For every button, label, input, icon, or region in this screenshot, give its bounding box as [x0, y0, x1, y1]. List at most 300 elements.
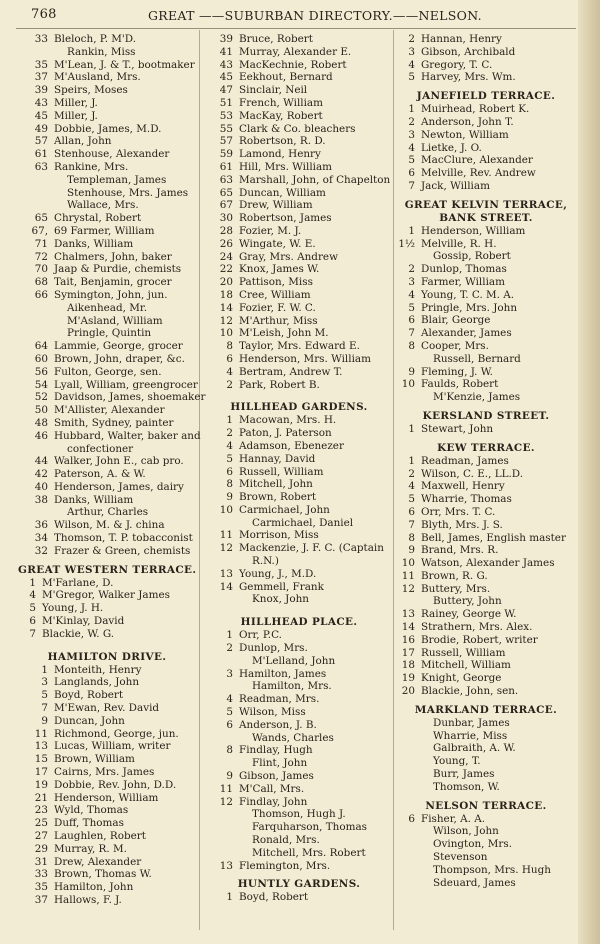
house-number: 2 — [408, 33, 415, 45]
resident-name: Maxwell, Henry — [421, 480, 505, 493]
resident-name: M'Lelland, John — [252, 654, 336, 667]
house-number: 24 — [219, 250, 233, 263]
house-number: 4 — [408, 480, 415, 493]
resident-name: Danks, William — [54, 237, 134, 250]
directory-entry — [203, 581, 395, 594]
resident-name: Jack, William — [421, 179, 490, 192]
directory-entry — [203, 744, 395, 757]
book-binding-edge — [578, 0, 600, 944]
resident-name: Speirs, Moses — [54, 84, 128, 97]
resident-name: Frazer & Green, chemists — [54, 544, 191, 557]
resident-name: Knox, John — [252, 593, 309, 606]
directory-entry — [18, 391, 206, 404]
resident-name: Hubbard, Walter, baker and — [54, 429, 201, 442]
house-number: 5 — [226, 452, 233, 465]
house-number: 4 — [408, 141, 415, 154]
resident-name: Wilson, Miss — [239, 706, 306, 719]
resident-name: Thomson, W. — [433, 780, 500, 793]
resident-name: Pringle, Quintin — [67, 327, 152, 340]
house-number: 25 — [34, 817, 48, 830]
directory-entry — [18, 302, 196, 315]
house-number: 72 — [34, 250, 48, 263]
house-number: 37 — [34, 71, 48, 84]
resident-name: Mackenzie, J. F. C. (Captain — [239, 542, 384, 555]
house-number: 63 — [34, 160, 48, 173]
directory-entry — [397, 813, 575, 826]
resident-name: Duncan, William — [239, 186, 326, 199]
directory-entry — [203, 491, 395, 504]
resident-name: Sinclair, Neil — [239, 84, 308, 97]
resident-name: Hamilton, James — [239, 667, 327, 680]
directory-entry — [18, 327, 196, 340]
resident-name: M'Farlane, D. — [42, 576, 114, 589]
resident-name: Harvey, Mrs. Wm. — [421, 71, 516, 84]
house-number: 5 — [408, 154, 415, 167]
directory-entry — [397, 250, 575, 263]
directory-entry — [203, 808, 395, 821]
entry-list — [18, 664, 196, 907]
house-number: 57 — [34, 135, 48, 148]
directory-entry — [397, 59, 575, 72]
directory-entry — [203, 732, 395, 745]
directory-entry — [18, 589, 196, 602]
house-number: 65 — [34, 212, 48, 225]
resident-name: Brand, Mrs. R. — [421, 544, 499, 557]
resident-name: Readman, Mrs. — [239, 693, 320, 706]
resident-name: Gossip, Robert — [433, 250, 511, 263]
resident-name: Hamilton, John — [54, 881, 134, 894]
directory-entry — [397, 634, 575, 647]
house-number: 35 — [34, 881, 48, 894]
directory-entry — [18, 33, 196, 46]
resident-name: Bell, James, English master — [421, 531, 566, 544]
house-number: 55 — [219, 122, 233, 135]
house-number: 4 — [226, 693, 233, 706]
resident-name: Gray, Mrs. Andrew — [239, 250, 338, 263]
directory-entry — [203, 693, 395, 706]
directory-entry — [203, 340, 395, 353]
resident-name: Mitchell, Mrs. Robert — [252, 846, 366, 859]
resident-name: Park, Robert B. — [239, 378, 320, 391]
house-number: 9 — [226, 770, 233, 783]
directory-entry — [397, 595, 575, 608]
resident-name: Thomson, Hugh J. — [252, 808, 346, 821]
directory-entry — [18, 740, 196, 753]
directory-entry — [397, 180, 575, 193]
resident-name: M'Ausland, Mrs. — [54, 71, 141, 84]
directory-entry — [203, 123, 395, 136]
resident-name: French, William — [239, 96, 323, 109]
directory-entry — [203, 757, 395, 770]
resident-name: Rankine, Mrs. — [54, 160, 129, 173]
resident-name: Wingate, W. E. — [239, 237, 316, 250]
house-number: 1 — [408, 454, 415, 467]
directory-entry — [18, 577, 196, 590]
directory-entry — [203, 276, 395, 289]
directory-entry — [203, 668, 395, 681]
house-number: 23 — [34, 804, 48, 817]
resident-name: Wyld, Thomas — [54, 804, 129, 817]
resident-name: Brown, William — [54, 753, 135, 766]
house-number: 12 — [219, 542, 233, 555]
resident-name: Strathern, Mrs. Alex. — [421, 621, 533, 634]
directory-entry — [203, 199, 395, 212]
house-number: 1 — [41, 663, 48, 676]
directory-entry — [397, 314, 575, 327]
directory-entry — [203, 110, 395, 123]
directory-entry — [18, 545, 196, 558]
house-number: 14 — [401, 621, 415, 634]
section-heading: NELSON TERRACE. — [425, 799, 547, 812]
house-number: 18 — [401, 659, 415, 672]
resident-name: Brown, Thomas W. — [54, 868, 152, 881]
resident-name: Gibson, James — [239, 770, 314, 783]
directory-entry — [397, 557, 575, 570]
resident-name: Melville, Rev. Andrew — [421, 167, 536, 180]
entry-list — [203, 891, 395, 904]
resident-name: Dunlop, Thomas — [421, 263, 507, 276]
resident-name: Readman, James — [421, 454, 509, 467]
directory-entry — [203, 440, 395, 453]
house-number: 54 — [34, 378, 48, 391]
resident-name: Drew, William — [239, 199, 313, 212]
directory-entry — [18, 276, 196, 289]
directory-entry — [203, 655, 395, 668]
house-number: 10 — [219, 503, 233, 516]
house-number: 19 — [34, 778, 48, 791]
directory-entry — [203, 251, 395, 264]
resident-name: Fozier, M. J. — [239, 224, 302, 237]
resident-name: Boyd, Robert — [54, 689, 124, 702]
directory-entry — [203, 504, 395, 517]
directory-entry — [203, 212, 395, 225]
directory-entry — [203, 796, 395, 809]
directory-entry — [203, 719, 395, 732]
resident-name: Richmond, George, jun. — [54, 727, 179, 740]
resident-name: M'Asland, William — [67, 314, 163, 327]
resident-name: M'Kenzie, James — [433, 391, 521, 404]
directory-entry — [397, 423, 575, 436]
directory-entry — [203, 860, 395, 873]
directory-entry — [203, 366, 395, 379]
resident-name: M'Kinlay, David — [42, 615, 125, 628]
resident-name: Watson, Alexander James — [421, 557, 555, 570]
resident-name: M'Call, Mrs. — [239, 782, 305, 795]
directory-entry — [397, 825, 575, 838]
directory-entry — [397, 608, 575, 621]
directory-entry — [18, 161, 196, 174]
house-number: 49 — [34, 122, 48, 135]
house-number: 28 — [219, 224, 233, 237]
resident-name: Buttery, Mrs. — [421, 582, 491, 595]
house-number: 7 — [408, 179, 415, 192]
section-heading: HAMILTON DRIVE. — [47, 650, 167, 663]
directory-entry — [397, 455, 575, 468]
directory-entry — [203, 148, 395, 161]
resident-name: M'Allister, Alexander — [54, 404, 165, 417]
directory-entry — [397, 506, 575, 519]
directory-entry — [18, 728, 196, 741]
directory-entry — [18, 148, 196, 161]
directory-entry — [18, 110, 196, 123]
resident-name: Mitchell, William — [421, 659, 511, 672]
house-number: 64 — [34, 340, 48, 353]
column-3 — [397, 33, 575, 889]
house-number: 12 — [219, 795, 233, 808]
house-number: 52 — [34, 391, 48, 404]
resident-name: Boyd, Robert — [239, 891, 309, 904]
directory-entry — [203, 225, 395, 238]
resident-name: Thomson, T. P. tobacconist — [54, 532, 193, 545]
house-number: 57 — [219, 135, 233, 148]
directory-entry — [203, 847, 395, 860]
resident-name: Wharrie, Thomas — [421, 493, 512, 506]
resident-name: Thompson, Mrs. Hugh — [433, 863, 551, 876]
entry-list — [397, 103, 575, 193]
resident-name: Orr, Mrs. T. C. — [421, 505, 496, 518]
resident-name: Russell, Bernard — [433, 352, 521, 365]
house-number: 1 — [408, 103, 415, 116]
house-number: 14 — [219, 301, 233, 314]
house-number: 38 — [34, 493, 48, 506]
directory-entry — [397, 755, 575, 768]
directory-entry — [397, 366, 575, 379]
directory-entry — [203, 770, 395, 783]
house-number: 41 — [219, 45, 233, 58]
house-number: 3 — [408, 275, 415, 288]
resident-name: Farquharson, Thomas — [252, 821, 368, 834]
resident-name: M'Ewan, Rev. David — [54, 702, 160, 715]
house-number: 22 — [219, 263, 233, 276]
directory-entry — [203, 427, 395, 440]
house-number: 3 — [226, 667, 233, 680]
resident-name: Wands, Charles — [252, 731, 334, 744]
directory-entry — [203, 59, 395, 72]
house-number: 9 — [226, 491, 233, 504]
directory-entry — [18, 123, 196, 136]
resident-name: Pattison, Miss — [239, 276, 313, 289]
section-heading: HUNTLY GARDENS. — [237, 878, 361, 891]
directory-entry — [397, 781, 575, 794]
entry-list — [397, 813, 575, 890]
house-number: 7 — [408, 518, 415, 531]
resident-name: Miller, J. — [54, 109, 98, 122]
resident-name: Anderson, J. B. — [239, 718, 317, 731]
resident-name: Laughlen, Robert — [54, 830, 146, 843]
directory-entry — [203, 453, 395, 466]
house-number: 10 — [401, 557, 415, 570]
directory-entry — [397, 391, 575, 404]
directory-entry — [203, 568, 395, 581]
directory-entry — [203, 821, 395, 834]
resident-name: Duncan, John — [54, 714, 125, 727]
directory-entry — [18, 263, 196, 276]
house-number: 45 — [34, 109, 48, 122]
section-heading: GREAT WESTERN TERRACE. — [18, 563, 197, 576]
entry-list — [18, 577, 196, 641]
entry-list — [203, 629, 395, 872]
directory-entry — [397, 685, 575, 698]
directory-entry — [18, 532, 196, 545]
house-number: 70 — [34, 263, 48, 276]
directory-entry — [18, 187, 196, 200]
directory-entry — [397, 289, 575, 302]
resident-name: Ronald, Mrs. — [252, 834, 320, 847]
directory-entry — [18, 340, 196, 353]
house-number: 11 — [219, 529, 233, 542]
house-number: 6 — [408, 505, 415, 518]
house-number: 6 — [226, 465, 233, 478]
resident-name: Faulds, Robert — [421, 378, 499, 391]
house-number: 5 — [408, 493, 415, 506]
house-number: 1 — [408, 422, 415, 435]
directory-entry — [397, 302, 575, 315]
directory-entry — [18, 59, 196, 72]
house-number: 2 — [408, 467, 415, 480]
directory-entry — [397, 142, 575, 155]
house-number: 40 — [34, 480, 48, 493]
house-number: 10 — [401, 378, 415, 391]
directory-entry — [18, 779, 196, 792]
resident-name: Dobbie, James, M.D. — [54, 122, 162, 135]
house-number: 7 — [41, 702, 48, 715]
directory-entry — [397, 864, 575, 877]
house-number: 47 — [219, 84, 233, 97]
directory-entry — [18, 702, 196, 715]
house-number: 20 — [401, 685, 415, 698]
directory-entry — [397, 519, 575, 532]
resident-name: Brown, R. G. — [421, 569, 488, 582]
directory-entry — [18, 429, 201, 443]
directory-entry — [203, 706, 395, 719]
resident-name: Monteith, Henry — [54, 663, 142, 676]
directory-entry — [18, 792, 196, 805]
house-number: 36 — [34, 519, 48, 532]
directory-entry — [397, 33, 575, 46]
directory-entry — [18, 97, 196, 110]
directory-entry — [397, 154, 575, 167]
resident-name: Russell, William — [239, 465, 324, 478]
resident-name: Jaap & Purdie, chemists — [54, 263, 182, 276]
directory-entry — [203, 517, 395, 530]
directory-entry — [397, 129, 575, 142]
directory-entry — [397, 468, 575, 481]
resident-name: Walker, John E., cab pro. — [54, 455, 184, 468]
resident-name: Flint, John — [252, 757, 308, 770]
house-number: 61 — [219, 160, 233, 173]
entry-list — [397, 455, 575, 698]
directory-entry — [18, 804, 196, 817]
house-number: 11 — [401, 569, 415, 582]
resident-name: Fulton, George, sen. — [54, 365, 162, 378]
house-number: 17 — [34, 766, 48, 779]
house-number: 5 — [226, 706, 233, 719]
resident-name: Langlands, John — [54, 676, 140, 689]
entry-list — [203, 414, 395, 606]
resident-name: Lammie, George, grocer — [54, 340, 183, 353]
directory-entry — [397, 480, 575, 493]
house-number: 3 — [408, 45, 415, 58]
directory-entry — [18, 715, 196, 728]
directory-entry — [203, 834, 395, 847]
directory-entry — [18, 506, 196, 519]
house-number: 21 — [34, 791, 48, 804]
house-number: 13 — [219, 859, 233, 872]
house-number: 2 — [226, 642, 233, 655]
resident-name: Carmichael, John — [239, 503, 330, 516]
section-heading: MARKLAND TERRACE. — [414, 703, 558, 716]
directory-entry — [18, 817, 196, 830]
column-divider — [199, 30, 200, 930]
house-number: 9 — [408, 365, 415, 378]
resident-name: Pringle, Mrs. John — [421, 301, 518, 314]
directory-entry — [18, 676, 196, 689]
house-number: 48 — [34, 416, 48, 429]
resident-name: R.N.) — [252, 555, 279, 568]
directory-entry — [203, 97, 395, 110]
header-rule — [16, 28, 576, 29]
directory-entry — [203, 478, 395, 491]
resident-name: 69 Farmer, William — [54, 224, 155, 237]
resident-name: Young, T. C. M. A. — [421, 288, 515, 301]
directory-entry — [203, 71, 395, 84]
resident-name: Chalmers, John, baker — [54, 250, 172, 263]
resident-name: Gemmell, Frank — [239, 580, 324, 593]
resident-name: Clark & Co. bleachers — [239, 122, 356, 135]
resident-name: Muirhead, Robert K. — [421, 103, 530, 116]
directory-entry — [397, 263, 575, 276]
entry-list — [203, 33, 395, 391]
house-number: 8 — [226, 744, 233, 757]
directory-entry — [203, 414, 395, 427]
house-number: 3 — [41, 676, 48, 689]
house-number: 1½ — [398, 237, 415, 250]
house-number: 37 — [34, 894, 48, 906]
column-1 — [18, 33, 206, 907]
directory-entry — [18, 289, 196, 302]
directory-entry — [18, 238, 196, 251]
directory-entry — [203, 174, 395, 187]
directory-entry — [397, 621, 575, 634]
house-number: 5 — [408, 301, 415, 314]
directory-entry — [203, 680, 395, 693]
resident-name: Taylor, Mrs. Edward E. — [239, 340, 360, 353]
house-number: 7 — [408, 327, 415, 340]
directory-entry — [397, 493, 575, 506]
directory-entry — [397, 71, 575, 84]
house-number: 5 — [41, 689, 48, 702]
resident-name: Lucas, William, writer — [54, 740, 171, 753]
resident-name: Murray, Alexander E. — [239, 45, 352, 58]
directory-entry — [203, 161, 395, 174]
house-number: 7 — [29, 627, 36, 640]
directory-entry — [203, 891, 395, 904]
resident-name: Wallace, Mrs. — [67, 199, 139, 212]
entry-list — [397, 423, 575, 436]
resident-name: M'Leish, John M. — [239, 327, 329, 340]
resident-name: Hamilton, Mrs. — [252, 680, 332, 693]
resident-name: Mitchell, John — [239, 478, 313, 491]
resident-name: Melville, R. H. — [421, 237, 497, 250]
resident-name: Dunbar, James — [433, 716, 510, 729]
resident-name: Sdeuard, James — [433, 876, 516, 889]
directory-entry — [18, 628, 196, 641]
resident-name: Robertson, James — [239, 212, 332, 225]
resident-name: Burr, James — [433, 768, 495, 781]
section-subheading: BANK STREET. — [439, 211, 533, 224]
directory-entry — [18, 830, 196, 843]
page-title: GREAT ——SUBURBAN DIRECTORY.——NELSON. — [148, 8, 482, 23]
